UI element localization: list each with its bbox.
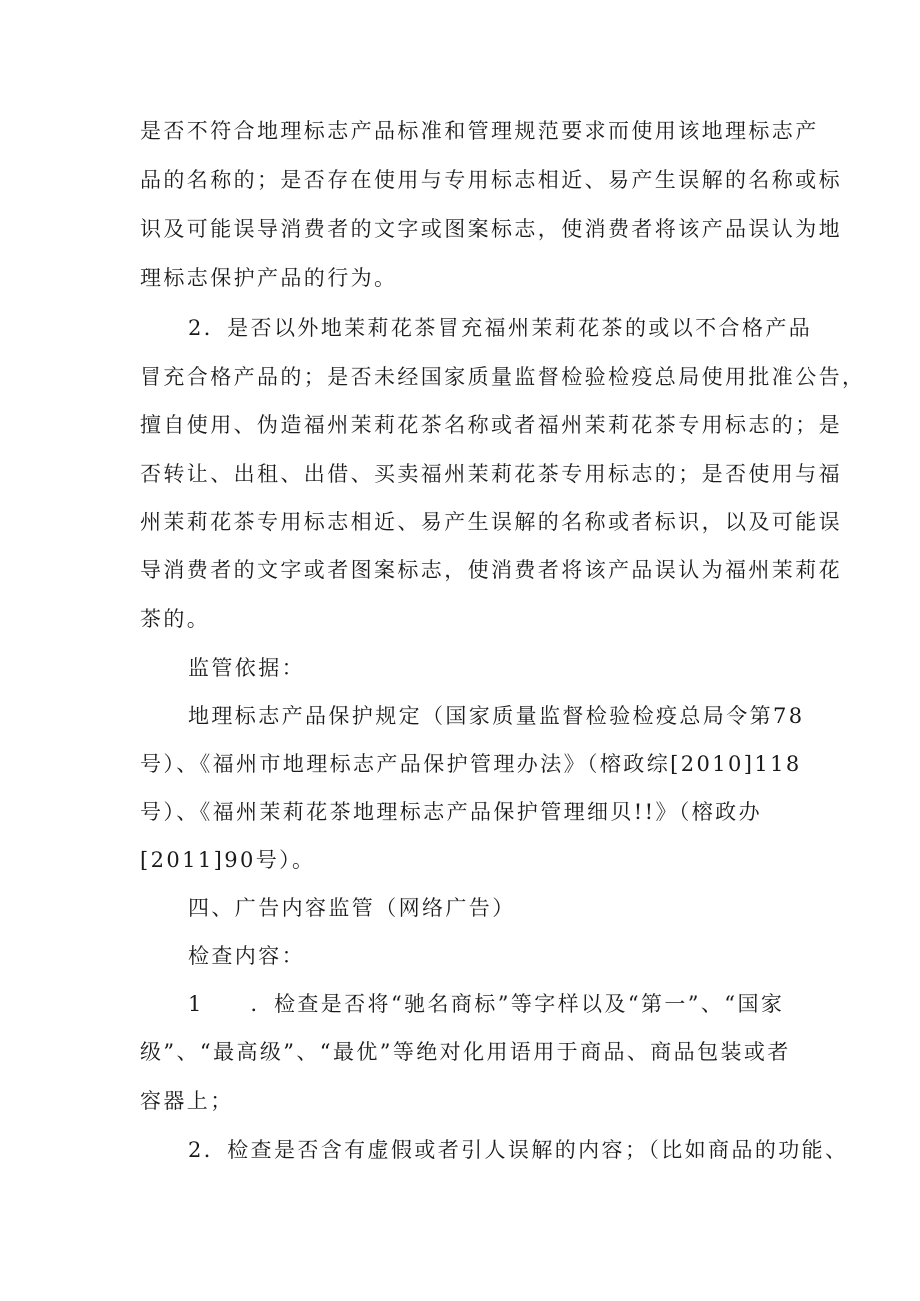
paragraph-line: 号）、《福州市地理标志产品保护管理办法》（榕政综[2010]118	[140, 752, 802, 776]
paragraph-line: 冒充合格产品的；是否未经国家质量监督检验检疫总局使用批准公告，	[140, 365, 866, 389]
paragraph-line: 级”、“最高级”、“最优”等绝对化用语用于商品、商品包装或者	[140, 1040, 791, 1064]
paragraph-line: 容器上；	[140, 1089, 234, 1113]
paragraph-line: 号）、《福州茉莉花茶地理标志产品保护管理细贝!!》（榕政办	[140, 800, 762, 824]
section-label: 检查内容：	[188, 944, 305, 968]
paragraph-line: 导消费者的文字或者图案标志，使消费者将该产品误认为福州茉莉花	[140, 558, 842, 582]
paragraph-line: 识及可能误导消费者的文字或图案标志，使消费者将该产品误认为地	[140, 217, 842, 241]
paragraph-line: 2．是否以外地茉莉花茶冒充福州茉莉花茶的或以不合格产品	[188, 316, 813, 340]
paragraph-line: 品的名称的；是否存在使用与专用标志相近、易产生误解的名称或标	[140, 168, 842, 192]
paragraph-line: 州茉莉花茶专用标志相近、易产生误解的名称或者标识，以及可能误	[140, 510, 842, 534]
paragraph-line: 理标志保护产品的行为。	[140, 266, 398, 290]
paragraph-line: [2011]90号）。	[140, 848, 316, 872]
section-heading: 四、广告内容监管（网络广告）	[188, 896, 516, 920]
paragraph-line: 茶的。	[140, 607, 211, 631]
section-label: 监管依据：	[188, 656, 305, 680]
paragraph-line: 是否不符合地理标志产品标准和管理规范要求而使用该地理标志产	[140, 119, 819, 143]
paragraph-line: 否转让、出租、出借、买卖福州茉莉花茶专用标志的；是否使用与福	[140, 462, 842, 486]
paragraph-line: 1 ．检查是否将“驰名商标”等字样以及“第一”、“国家	[188, 992, 785, 1016]
paragraph-line: 地理标志产品保护规定（国家质量监督检验检疫总局令第78	[188, 704, 805, 728]
paragraph-line: 擅自使用、伪造福州茉莉花茶名称或者福州茉莉花茶专用标志的；是	[140, 413, 842, 437]
paragraph-line: 2．检查是否含有虚假或者引人误解的内容；（比如商品的功能、	[188, 1138, 849, 1162]
